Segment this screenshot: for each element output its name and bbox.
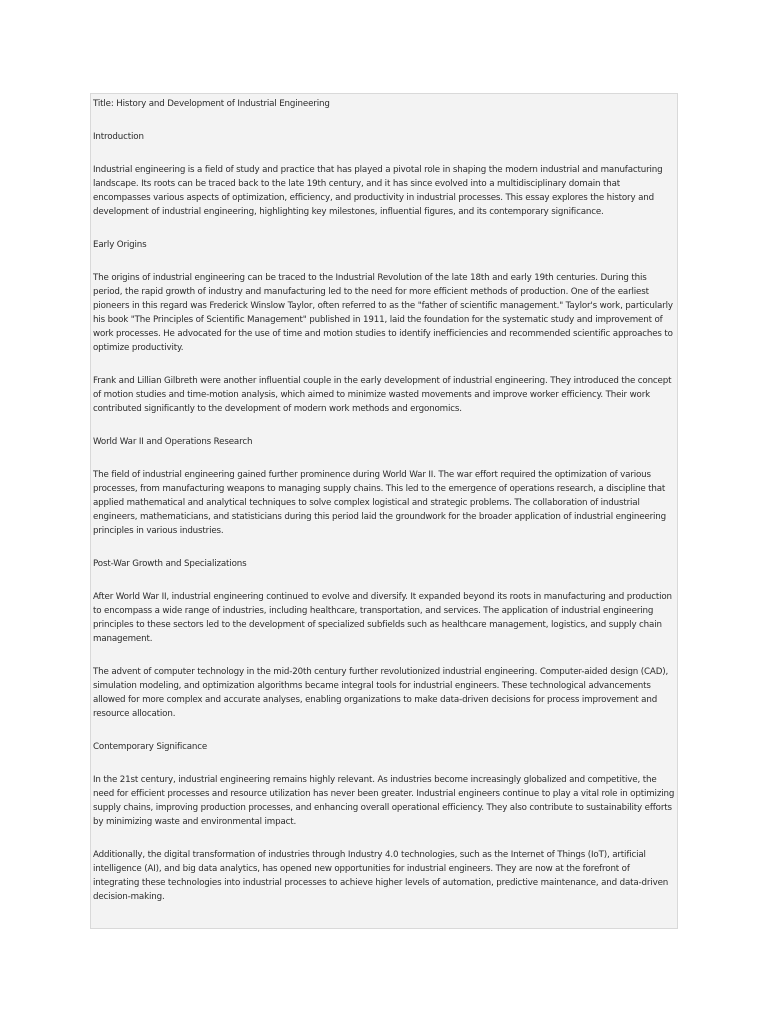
paragraph-contemporary-1: In the 21st century, industrial engineering remains highly relevant. As industries become increasingly globalized and competitive, the need for efficient processes and resource utilization has never been greater. Industrial engineers continue to play a vital role in optimizing supply chains, improving production processes, and enhancing overall operational efficiency. They also contribute to sustainability efforts by minimizing waste and environmental impact. — [93, 775, 675, 827]
paragraph-post-war-1: After World War II, industrial engineering continued to evolve and diversify. It expanded beyond its roots in manufacturing and production to encompass a wide range of industries, including healthcare, transportation, and services. The application of industrial engineering principles to these sectors led to the development of specialized subfields such as healthcare management, logistics, and supply chain management. — [93, 592, 672, 644]
section-heading-introduction: Introduction — [93, 132, 144, 142]
section-heading-world-war-ii: World War II and Operations Research — [93, 437, 253, 447]
paragraph-early-origins-1: The origins of industrial engineering can be traced to the Industrial Revolution of the late 18th and early 19th centuries. During this period, the rapid growth of industry and manufacturing led to the need for more efficient methods of production. One of the earliest pioneers in this regard was Frederick Winslow Taylor, often referred to as the "father of scientific management." Taylor's work, particularly his book "The Principles of Scientific Management" published in 1911, laid the foundation for the systematic study and improvement of work processes. He advocated for the use of time and motion studies to identify inefficiencies and recommended scientific approaches to optimize productivity. — [93, 273, 673, 353]
section-heading-early-origins: Early Origins — [93, 240, 147, 250]
paragraph-introduction-1: Industrial engineering is a field of study and practice that has played a pivotal role in shaping the modern industrial and manufacturing landscape. Its roots can be traced back to the late 19th century, and it has since evolved into a multidisciplinary domain that encompasses various aspects of optimization, efficiency, and productivity in industrial processes. This essay explores the history and development of industrial engineering, highlighting key milestones, influential figures, and its contemporary significance. — [93, 165, 663, 217]
paragraph-world-war-ii-1: The field of industrial engineering gained further prominence during World War II. The war effort required the optimization of various processes, from manufacturing weapons to managing supply chains. This led to the emergence of operations research, a discipline that applied mathematical and analytical techniques to solve complex logistical and strategic problems. The collaboration of industrial engineers, mathematicians, and statisticians during this period laid the groundwork for the broader application of industrial engineering principles in various industries. — [93, 470, 667, 536]
section-heading-post-war: Post-War Growth and Specializations — [93, 559, 247, 569]
paragraph-post-war-2: The advent of computer technology in the mid-20th century further revolutionized industrial engineering. Computer-aided design (CAD), simulation modeling, and optimization algorithms became integral tools for industrial engineers. These technological advancements allowed for more complex and accurate analyses, enabling organizations to make data-driven decisions for process improvement and resource allocation. — [93, 667, 669, 719]
section-heading-contemporary: Contemporary Significance — [93, 742, 208, 752]
paragraph-contemporary-2: Additionally, the digital transformation of industries through Industry 4.0 technologies, such as the Internet of Things (IoT), artificial intelligence (AI), and big data analytics, has opened new opportunities for industrial engineers. They are now at the forefront of integrating these technologies into industrial processes to achieve higher levels of automation, predictive maintenance, and data-driven decision-making. — [93, 850, 669, 902]
document-title: Title: History and Development of Industrial Engineering — [93, 99, 330, 109]
document-page — [90, 93, 678, 929]
paragraph-early-origins-2: Frank and Lillian Gilbreth were another influential couple in the early development of industrial engineering. They introduced the concept of motion studies and time-motion analysis, which aimed to minimize wasted movements and improve worker efficiency. Their work contributed significantly to the development of modern work methods and ergonomics. — [93, 376, 672, 414]
